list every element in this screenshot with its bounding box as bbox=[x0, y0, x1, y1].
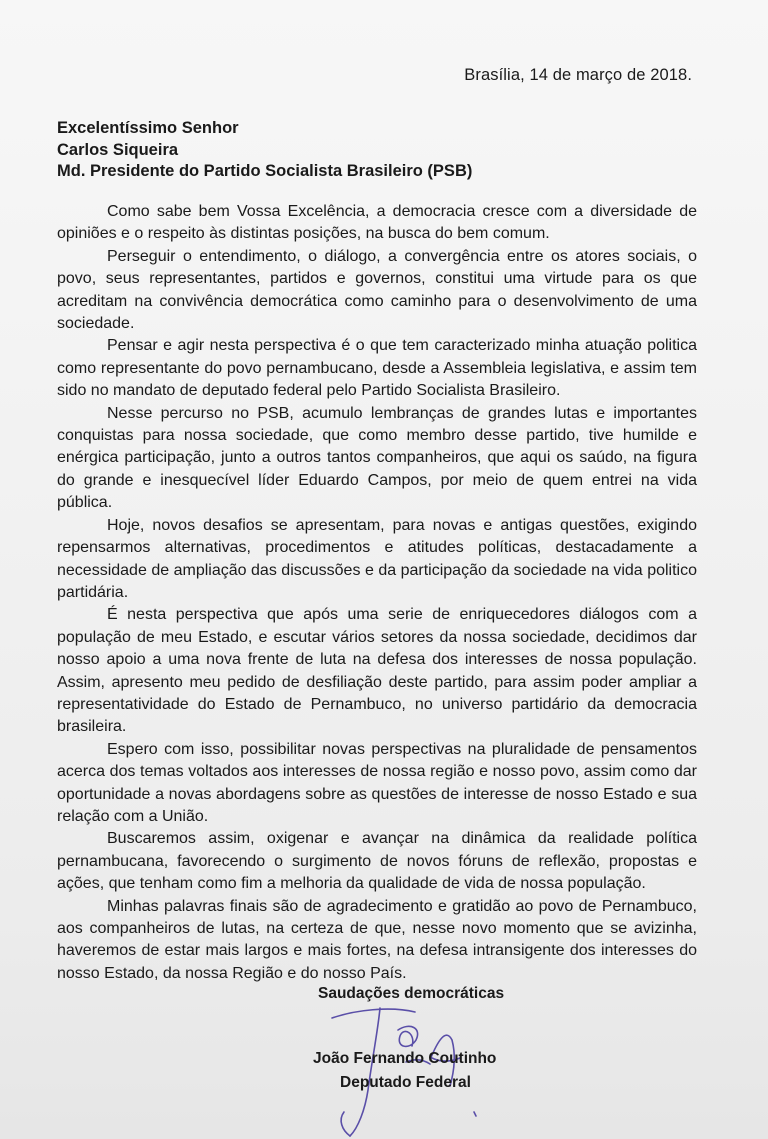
recipient-position: Md. Presidente do Partido Socialista Brasileiro (PSB) bbox=[57, 162, 473, 180]
body-paragraph: Perseguir o entendimento, o diálogo, a convergência entre os atores sociais, o povo, seus representantes, partidos e governos, constitui uma virtude para os que acreditam na convivência democrática como caminho para o desenvolvimento de uma sociedade. bbox=[57, 247, 697, 333]
body-paragraph: Hoje, novos desafios se apresentam, para novas e antigas questões, exigindo repensarmos alternativas, procedimentos e atitudes políticas, destacadamente a necessidade de ampliação das discussões e da participação da sociedade na vida politico partidária. bbox=[57, 516, 697, 601]
body-paragraph: Nesse percurso no PSB, acumulo lembranças de grandes lutas e importantes conquistas para nossa sociedade, que como membro desse partido, tive humilde e enérgica participação, junto a outros tantos companheiros, que aqui os saúdo, na figura do grande e inesquecível líder Eduardo Campos, por meio de quem entrei na vida pública. bbox=[57, 404, 697, 512]
body-paragraph: É nesta perspectiva que após uma serie de enriquecedores diálogos com a população de meu Estado, e escutar vários setores da nossa sociedade, decidimos dar nosso apoio a uma nova frente de luta na defesa dos interesses de nossa população. Assim, apresento meu pedido de desfiliação deste partido, para assim poder ampliar a representatividade do Estado de Pernambuco, no universo partidário da democracia brasileira. bbox=[57, 606, 697, 736]
letter-body bbox=[57, 201, 697, 985]
signer-title: Deputado Federal bbox=[340, 1074, 471, 1091]
body-paragraph: Buscaremos assim, oxigenar e avançar na dinâmica da realidade política pernambucana, favorecendo o surgimento de novos fóruns de reflexão, propostas e ações, que tenham como fim a melhoria da qualidade de vida de nossa população. bbox=[57, 830, 697, 893]
recipient-block bbox=[57, 118, 472, 183]
body-paragraph: Espero com isso, possibilitar novas perspectivas na pluralidade de pensamentos acerca dos temas voltados aos interesses de nossa região e nosso povo, assim como dar oportunidade a novas abordagens sobre as questões de interesse de nosso Estado e sua relação com a União. bbox=[57, 740, 697, 825]
recipient-salutation: Excelentíssimo Senhor bbox=[57, 119, 239, 137]
recipient-name: Carlos Siqueira bbox=[57, 140, 179, 159]
body-paragraph: Como sabe bem Vossa Excelência, a democracia cresce com a diversidade de opiniões e o respeito às distintas posições, na busca do bem comum. bbox=[57, 203, 697, 243]
body-paragraph: Minhas palavras finais são de agradecimento e gratidão ao povo de Pernambuco, aos companheiros de lutas, na certeza de que, nesse novo momento que se avizinha, haveremos de estar mais largos e mais fortes, na defesa intransigente dos interesses do nosso Estado, da nossa Região e do nosso País. bbox=[57, 897, 697, 982]
letter-date: Brasília, 14 de março de 2018. bbox=[464, 66, 692, 84]
signer-name: João Fernando Coutinho bbox=[313, 1050, 497, 1067]
closing-salutation: Saudações democráticas bbox=[318, 985, 505, 1002]
body-paragraph: Pensar e agir nesta perspectiva é o que tem caracterizado minha atuação politica como representante do povo pernambucano, desde a Assembleia legislativa, e assim tem sido no mandato de deputado federal pelo Partido Socialista Brasileiro. bbox=[57, 337, 697, 400]
handwritten-signature bbox=[320, 1000, 500, 1139]
